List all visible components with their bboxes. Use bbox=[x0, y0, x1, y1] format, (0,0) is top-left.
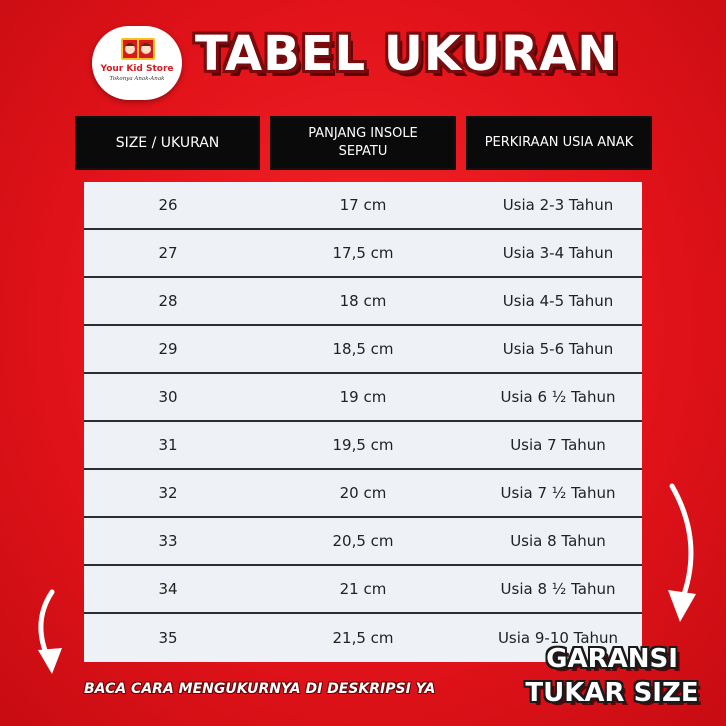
cell-insole: 20 cm bbox=[339, 484, 387, 502]
store-tagline: Tokonya Anak-Anak bbox=[109, 76, 165, 82]
cell-insole: 17 cm bbox=[339, 196, 387, 214]
header-insole: PANJANG INSOLE SEPATU bbox=[270, 116, 456, 170]
cell-size: 28 bbox=[158, 292, 178, 310]
cell-size: 27 bbox=[158, 244, 178, 262]
table-row bbox=[84, 182, 642, 230]
store-name: Your Kid Store bbox=[100, 64, 174, 74]
cell-size: 34 bbox=[158, 580, 178, 598]
cell-insole: 19 cm bbox=[339, 388, 387, 406]
cell-age: Usia 4-5 Tahun bbox=[502, 292, 614, 310]
table-row bbox=[84, 566, 642, 614]
cell-age: Usia 5-6 Tahun bbox=[502, 340, 614, 358]
cell-size: 30 bbox=[158, 388, 178, 406]
guarantee-line-1: GARANSI bbox=[546, 644, 678, 674]
header-size: SIZE / UKURAN bbox=[75, 116, 260, 170]
cell-size: 26 bbox=[158, 196, 178, 214]
table-row bbox=[84, 374, 642, 422]
store-logo-icon bbox=[120, 36, 156, 62]
table-row bbox=[84, 230, 642, 278]
guarantee-line-2: TUKAR SIZE bbox=[525, 678, 699, 708]
cell-insole: 18 cm bbox=[339, 292, 387, 310]
cell-insole: 20,5 cm bbox=[332, 532, 394, 550]
cell-age: Usia 8 Tahun bbox=[510, 532, 606, 550]
cell-insole: 21,5 cm bbox=[332, 629, 394, 647]
cell-insole: 18,5 cm bbox=[332, 340, 394, 358]
cell-size: 31 bbox=[158, 436, 178, 454]
curved-arrow-down-right-icon bbox=[652, 482, 708, 632]
table-row bbox=[84, 422, 642, 470]
table-row bbox=[84, 326, 642, 374]
measure-note: BACA CARA MENGUKURNYA DI DESKRIPSI YA bbox=[84, 681, 436, 697]
cell-size: 35 bbox=[158, 629, 178, 647]
cell-size: 33 bbox=[158, 532, 178, 550]
table-row bbox=[84, 470, 642, 518]
curved-arrow-down-left-icon bbox=[30, 588, 80, 684]
table-row bbox=[84, 278, 642, 326]
page-title: TABEL UKURAN bbox=[195, 26, 619, 82]
cell-age: Usia 7 Tahun bbox=[510, 436, 606, 454]
cell-insole: 17,5 cm bbox=[332, 244, 394, 262]
size-table bbox=[84, 182, 642, 662]
cell-age: Usia 9-10 Tahun bbox=[497, 629, 619, 647]
cell-age: Usia 8 ½ Tahun bbox=[500, 580, 616, 598]
header-age: PERKIRAAN USIA ANAK bbox=[466, 116, 652, 170]
cell-age: Usia 2-3 Tahun bbox=[502, 196, 614, 214]
cell-age: Usia 3-4 Tahun bbox=[502, 244, 614, 262]
cell-insole: 21 cm bbox=[339, 580, 387, 598]
store-logo bbox=[92, 26, 182, 100]
guarantee-badge bbox=[512, 642, 712, 722]
table-row bbox=[84, 518, 642, 566]
cell-age: Usia 6 ½ Tahun bbox=[500, 388, 616, 406]
cell-size: 32 bbox=[158, 484, 178, 502]
cell-age: Usia 7 ½ Tahun bbox=[500, 484, 616, 502]
cell-insole: 19,5 cm bbox=[332, 436, 394, 454]
cell-size: 29 bbox=[158, 340, 178, 358]
